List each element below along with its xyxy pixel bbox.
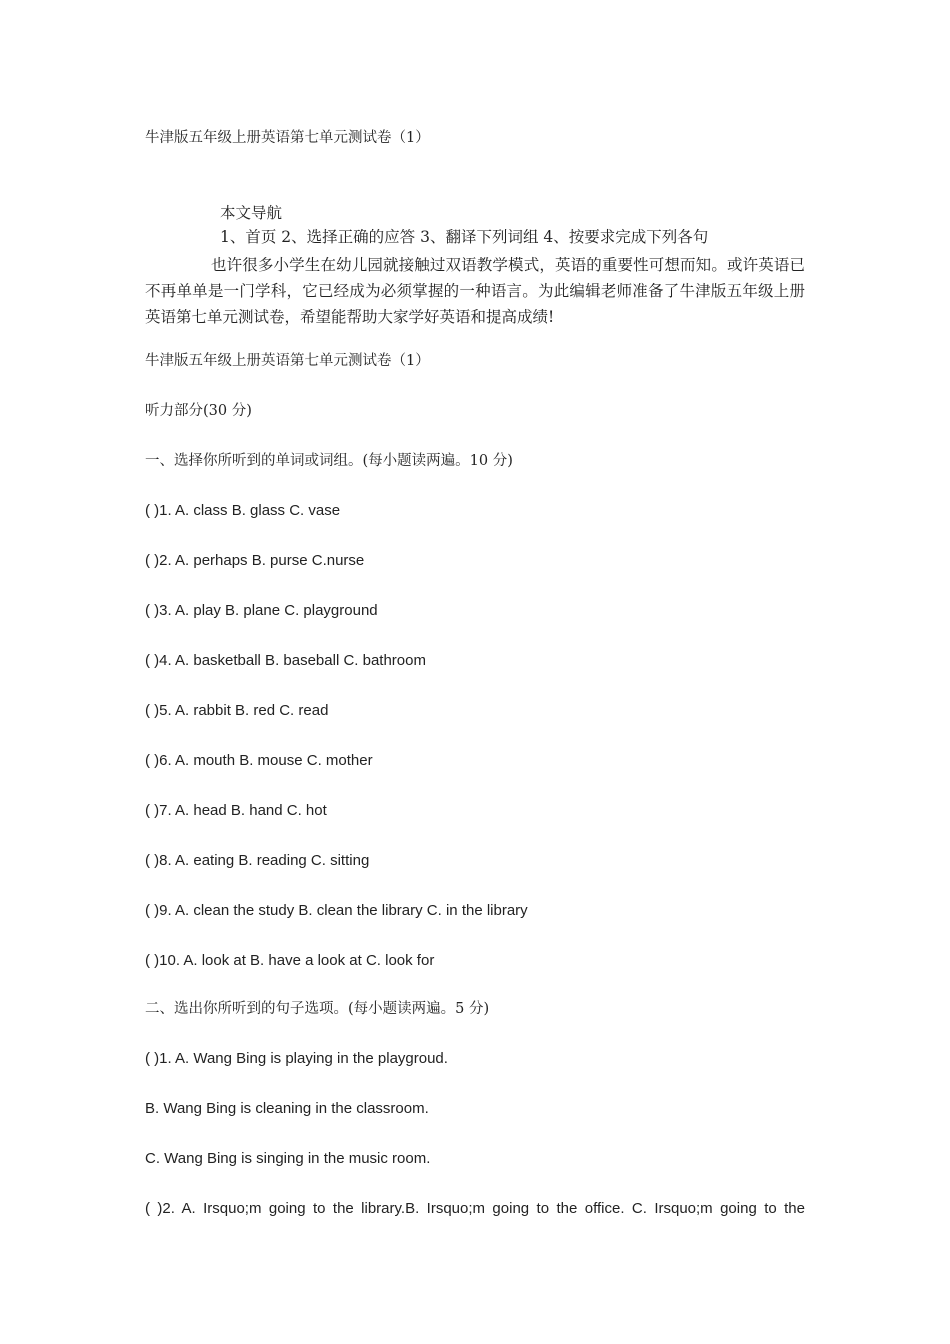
question-item: ( )7. A. head B. hand C. hot — [145, 802, 327, 819]
question-option: C. Wang Bing is singing in the music room. — [145, 1150, 431, 1167]
question-item: ( )3. A. play B. plane C. playground — [145, 602, 378, 619]
question-item: ( )2. A. Irsquo;m going to the library.B. Irsquo;m going to the office. C. Irsquo;m going to the — [145, 1200, 805, 1217]
question-item: ( )9. A. clean the study B. clean the library C. in the library — [145, 902, 528, 919]
section1-heading: 一、选择你所听到的单词或词组。(每小题读两遍。10 分) — [145, 453, 513, 469]
question-item: ( )6. A. mouth B. mouse C. mother — [145, 752, 373, 769]
question-item: ( )2. A. perhaps B. purse C.nurse — [145, 552, 365, 569]
question-item: ( )1. A. Wang Bing is playing in the playgroud. — [145, 1050, 448, 1067]
question-item: ( )5. A. rabbit B. red C. read — [145, 702, 329, 719]
listening-heading: 听力部分(30 分) — [145, 403, 252, 419]
article-nav-title: 本文导航 — [220, 204, 283, 222]
question-item: ( )4. A. basketball B. baseball C. bathroom — [145, 652, 426, 669]
article-nav-links[interactable]: 1、首页 2、选择正确的应答 3、翻译下列词组 4、按要求完成下列各句 — [220, 228, 709, 246]
test-subtitle: 牛津版五年级上册英语第七单元测试卷（1） — [145, 353, 430, 369]
question-option: B. Wang Bing is cleaning in the classroom. — [145, 1100, 429, 1117]
section2-heading: 二、选出你所听到的句子选项。(每小题读两遍。5 分) — [145, 1001, 490, 1017]
intro-paragraph: 也许很多小学生在幼儿园就接触过双语教学模式，英语的重要性可想而知。或许英语已不再单单是一门学科，它已经成为必须掌握的一种语言。为此编辑老师准备了牛津版五年级上册英语第七单元测试卷，希望能帮助大家学好英语和提高成绩! — [145, 256, 805, 326]
question-item: ( )10. A. look at B. have a look at C. look for — [145, 952, 435, 969]
document-title: 牛津版五年级上册英语第七单元测试卷（1） — [145, 130, 430, 146]
question-item: ( )8. A. eating B. reading C. sitting — [145, 852, 370, 869]
question-item: ( )1. A. class B. glass C. vase — [145, 502, 341, 519]
